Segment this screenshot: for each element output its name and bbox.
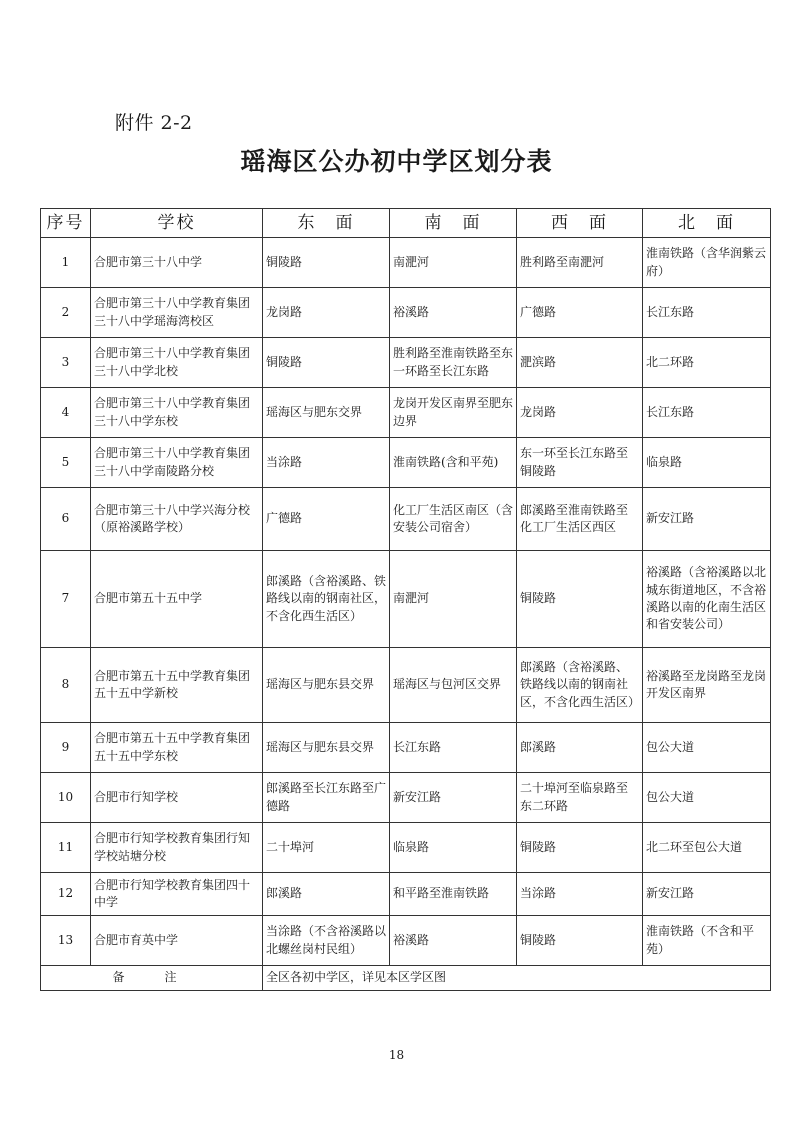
note-row (41, 966, 771, 991)
west-boundary: 广德路 (517, 288, 643, 338)
west-boundary: 铜陵路 (517, 551, 643, 648)
north-boundary: 长江东路 (643, 288, 771, 338)
east-boundary: 铜陵路 (263, 238, 390, 288)
table-header-row (41, 209, 771, 238)
table-row (41, 873, 771, 916)
west-boundary: 郎溪路（含裕溪路、铁路线以南的钢南社区，不含化西生活区） (517, 648, 643, 723)
header-south: 南 面 (390, 209, 517, 238)
south-boundary: 裕溪路 (390, 916, 517, 966)
table-row (41, 823, 771, 873)
school-zone-table (40, 208, 771, 991)
table-row (41, 916, 771, 966)
west-boundary: 二十埠河至临泉路至东二环路 (517, 773, 643, 823)
north-boundary: 裕溪路至龙岗路至龙岗开发区南界 (643, 648, 771, 723)
south-boundary: 长江东路 (390, 723, 517, 773)
row-index: 3 (41, 338, 91, 388)
south-boundary: 化工厂生活区南区（含安装公司宿舍） (390, 488, 517, 551)
south-boundary: 瑶海区与包河区交界 (390, 648, 517, 723)
north-boundary: 新安江路 (643, 873, 771, 916)
table-row (41, 338, 771, 388)
north-boundary: 新安江路 (643, 488, 771, 551)
school-name: 合肥市第三十八中学教育集团三十八中学北校 (91, 338, 263, 388)
table-row (41, 388, 771, 438)
east-boundary: 郎溪路至长江东路至广德路 (263, 773, 390, 823)
north-boundary: 淮南铁路（不含和平苑） (643, 916, 771, 966)
school-name: 合肥市第五十五中学教育集团五十五中学新校 (91, 648, 263, 723)
school-name: 合肥市第三十八中学教育集团三十八中学瑶海湾校区 (91, 288, 263, 338)
east-boundary: 二十埠河 (263, 823, 390, 873)
school-name: 合肥市育英中学 (91, 916, 263, 966)
attachment-label: 附件 2-2 (115, 112, 193, 134)
table-row (41, 773, 771, 823)
header-west: 西 面 (517, 209, 643, 238)
table-row (41, 238, 771, 288)
east-boundary: 广德路 (263, 488, 390, 551)
table-row (41, 723, 771, 773)
row-index: 7 (41, 551, 91, 648)
school-name: 合肥市行知学校教育集团四十中学 (91, 873, 263, 916)
south-boundary: 龙岗开发区南界至肥东边界 (390, 388, 517, 438)
school-name: 合肥市第三十八中学教育集团三十八中学南陵路分校 (91, 438, 263, 488)
west-boundary: 郎溪路至淮南铁路至化工厂生活区西区 (517, 488, 643, 551)
header-north: 北 面 (643, 209, 771, 238)
school-name: 合肥市行知学校 (91, 773, 263, 823)
page-number: 18 (388, 1048, 405, 1062)
row-index: 1 (41, 238, 91, 288)
west-boundary: 东一环至长江东路至铜陵路 (517, 438, 643, 488)
row-index: 12 (41, 873, 91, 916)
school-name: 合肥市第五十五中学教育集团五十五中学东校 (91, 723, 263, 773)
west-boundary: 胜利路至南淝河 (517, 238, 643, 288)
south-boundary: 胜利路至淮南铁路至东一环路至长江东路 (390, 338, 517, 388)
header-school: 学校 (91, 209, 263, 238)
table-row (41, 488, 771, 551)
north-boundary: 淮南铁路（含华润紫云府） (643, 238, 771, 288)
east-boundary: 当涂路（不含裕溪路以北螺丝岗村民组） (263, 916, 390, 966)
east-boundary: 当涂路 (263, 438, 390, 488)
row-index: 10 (41, 773, 91, 823)
south-boundary: 南淝河 (390, 238, 517, 288)
west-boundary: 铜陵路 (517, 916, 643, 966)
west-boundary: 淝滨路 (517, 338, 643, 388)
table-row (41, 288, 771, 338)
east-boundary: 郎溪路 (263, 873, 390, 916)
row-index: 2 (41, 288, 91, 338)
west-boundary: 当涂路 (517, 873, 643, 916)
west-boundary: 铜陵路 (517, 823, 643, 873)
south-boundary: 和平路至淮南铁路 (390, 873, 517, 916)
south-boundary: 南淝河 (390, 551, 517, 648)
row-index: 6 (41, 488, 91, 551)
school-name: 合肥市第三十八中学兴海分校（原裕溪路学校） (91, 488, 263, 551)
north-boundary: 长江东路 (643, 388, 771, 438)
row-index: 5 (41, 438, 91, 488)
header-index: 序号 (41, 209, 91, 238)
header-east: 东 面 (263, 209, 390, 238)
south-boundary: 新安江路 (390, 773, 517, 823)
table-row (41, 438, 771, 488)
north-boundary: 包公大道 (643, 723, 771, 773)
east-boundary: 郎溪路（含裕溪路、铁路线以南的钢南社区，不含化西生活区） (263, 551, 390, 648)
school-name: 合肥市行知学校教育集团行知学校站塘分校 (91, 823, 263, 873)
row-index: 9 (41, 723, 91, 773)
east-boundary: 瑶海区与肥东县交界 (263, 648, 390, 723)
south-boundary: 淮南铁路(含和平苑) (390, 438, 517, 488)
page-title: 瑶海区公办初中学区划分表 (240, 147, 553, 176)
school-name: 合肥市第三十八中学教育集团三十八中学东校 (91, 388, 263, 438)
note-label: 备 注 (41, 966, 263, 991)
west-boundary: 龙岗路 (517, 388, 643, 438)
row-index: 8 (41, 648, 91, 723)
table-row (41, 551, 771, 648)
school-name: 合肥市第三十八中学 (91, 238, 263, 288)
east-boundary: 铜陵路 (263, 338, 390, 388)
east-boundary: 瑶海区与肥东交界 (263, 388, 390, 438)
north-boundary: 裕溪路（含裕溪路以北城东街道地区，不含裕溪路以南的化南生活区和省安装公司） (643, 551, 771, 648)
south-boundary: 裕溪路 (390, 288, 517, 338)
row-index: 11 (41, 823, 91, 873)
north-boundary: 北二环路 (643, 338, 771, 388)
school-name: 合肥市第五十五中学 (91, 551, 263, 648)
north-boundary: 北二环至包公大道 (643, 823, 771, 873)
west-boundary: 郎溪路 (517, 723, 643, 773)
east-boundary: 龙岗路 (263, 288, 390, 338)
north-boundary: 包公大道 (643, 773, 771, 823)
row-index: 13 (41, 916, 91, 966)
table-row (41, 648, 771, 723)
south-boundary: 临泉路 (390, 823, 517, 873)
row-index: 4 (41, 388, 91, 438)
east-boundary: 瑶海区与肥东县交界 (263, 723, 390, 773)
note-text: 全区各初中学区，详见本区学区图 (263, 966, 771, 991)
north-boundary: 临泉路 (643, 438, 771, 488)
